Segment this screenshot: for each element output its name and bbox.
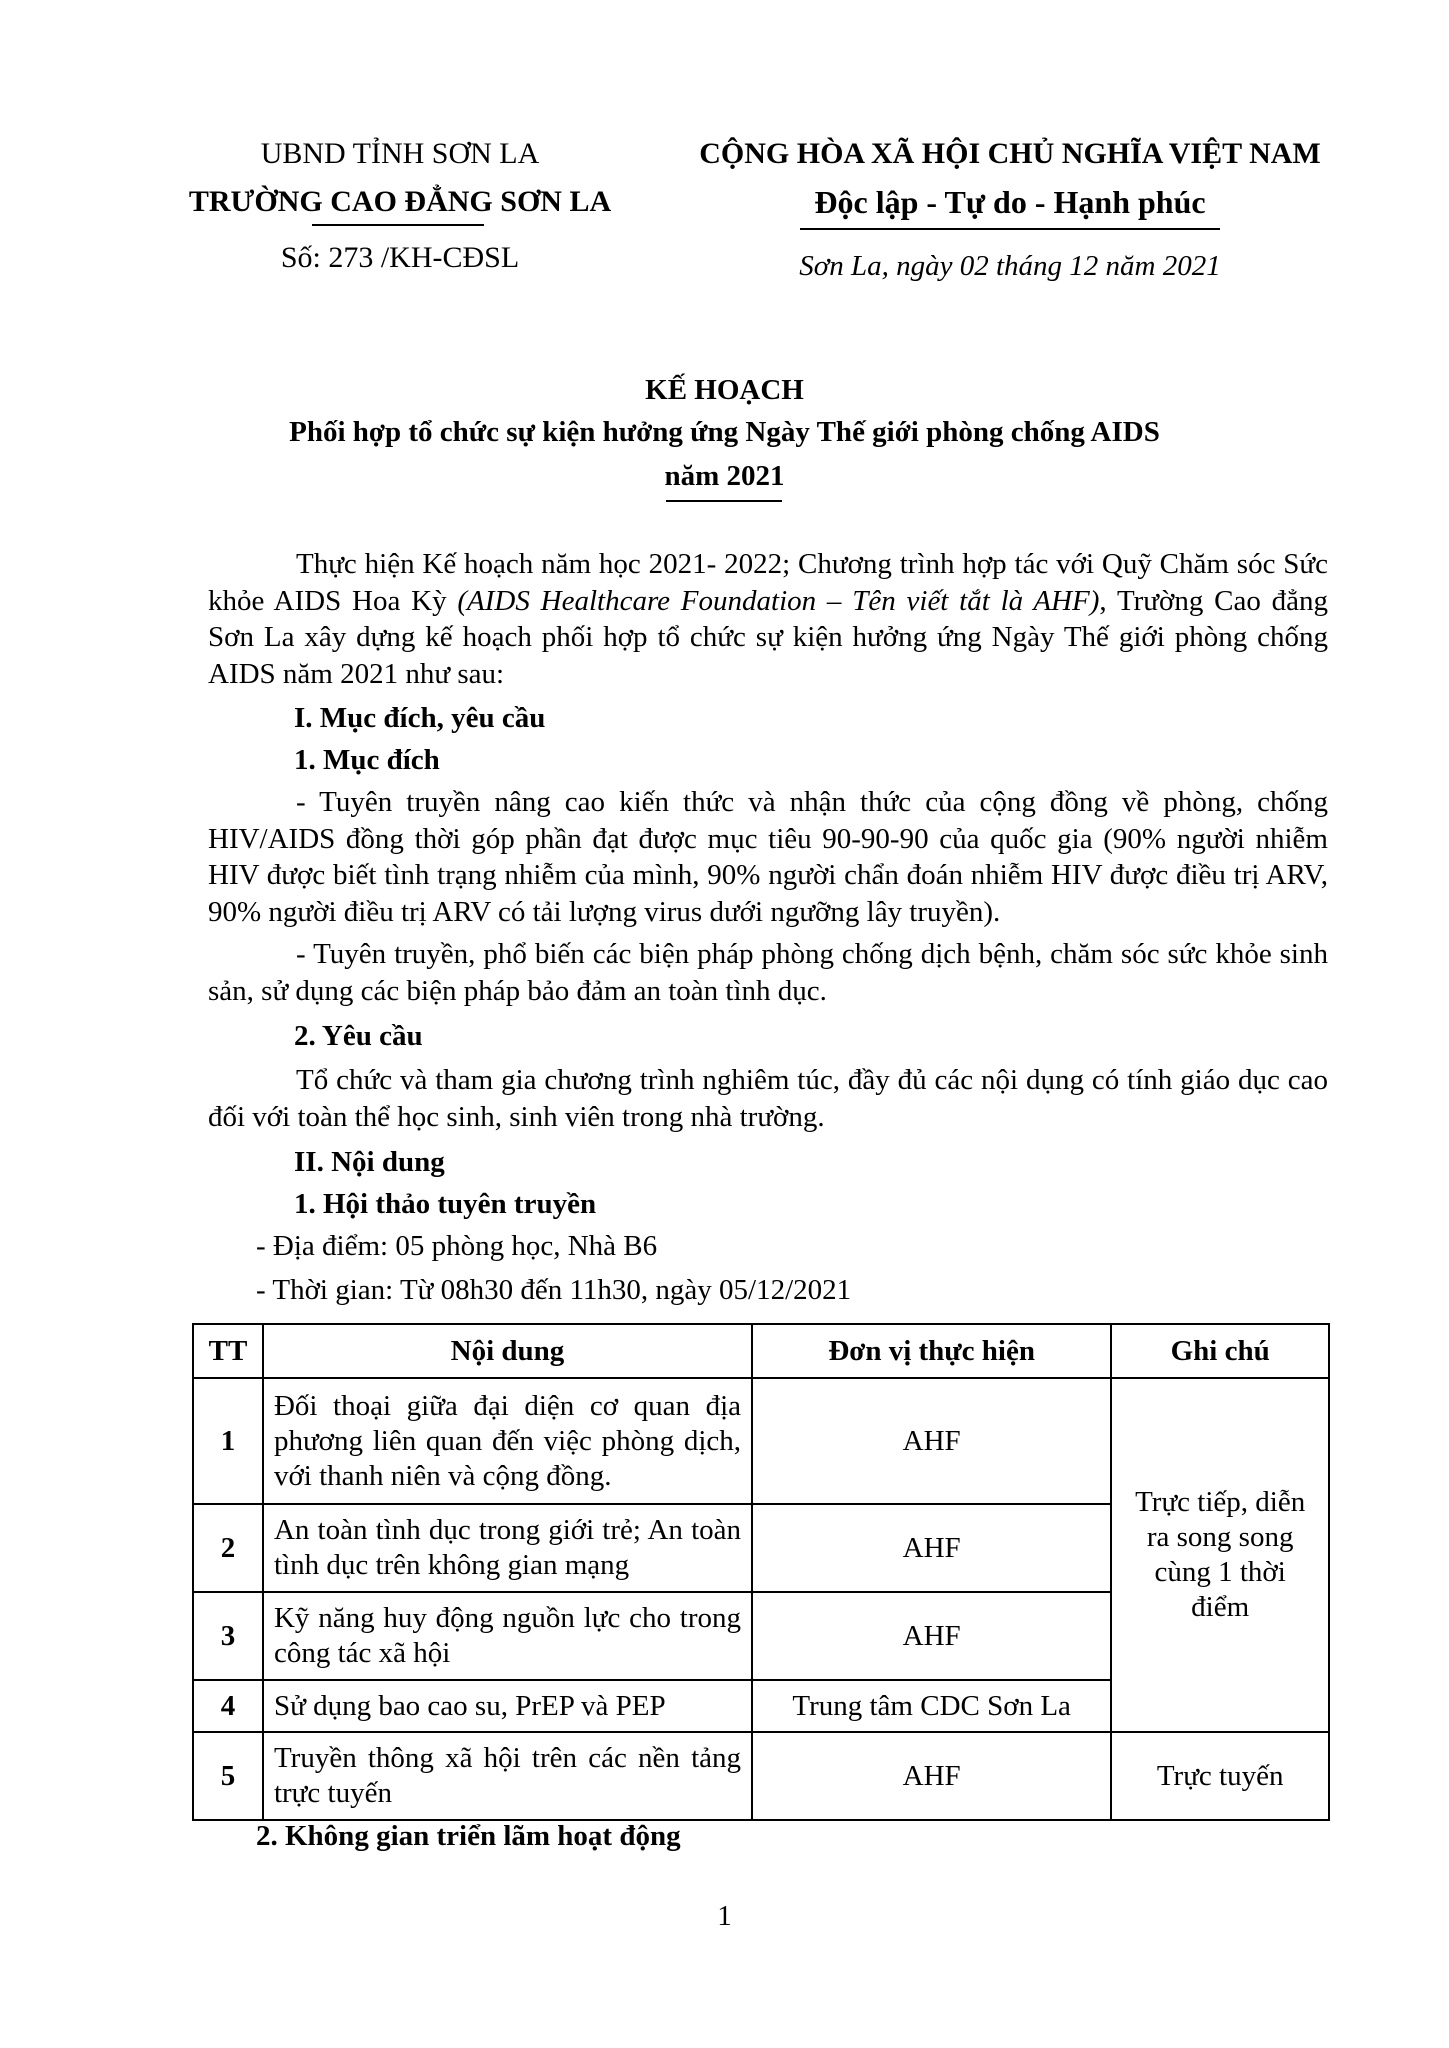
row-content: Kỹ năng huy động nguồn lực cho trong công tác xã hội bbox=[263, 1592, 752, 1680]
table-row bbox=[193, 1732, 1329, 1820]
merged-note: Trực tiếp, diễn ra song song cùng 1 thời điểm bbox=[1111, 1378, 1329, 1732]
intro-italic-ahf: (AIDS Healthcare Foundation – Tên viết tắt là AHF) bbox=[457, 584, 1100, 617]
table-row bbox=[193, 1378, 1329, 1504]
document-subtitle-line2: năm 2021 bbox=[664, 460, 785, 492]
header-unit: Đơn vị thực hiện bbox=[752, 1324, 1111, 1378]
purpose-paragraph-1: - Tuyên truyền nâng cao kiến thức và nhận thức của cộng đồng về phòng, chống HIV/AIDS đồng thời góp phần đạt được mục tiêu 90-90-90 của quốc gia (90% người nhiễm HIV được biết tình trạng nhiễm của mình, 90% người chẩn đoán nhiễm HIV được điều trị ARV, 90% người điều trị ARV có tải lượng virus dưới ngưỡng lây truyền). bbox=[208, 786, 1328, 928]
row-tt: 2 bbox=[193, 1504, 263, 1592]
document-subtitle-line1: Phối hợp tổ chức sự kiện hưởng ứng Ngày Thế giới phòng chống AIDS bbox=[289, 416, 1160, 448]
section1-sub2-heading: 2. Yêu cầu bbox=[294, 1020, 423, 1052]
intro-paragraph bbox=[208, 546, 1328, 692]
header-content: Nội dung bbox=[263, 1324, 752, 1378]
document-number: Số: 273 /KH-CĐSL bbox=[280, 241, 520, 274]
title-underline bbox=[666, 500, 782, 502]
row-unit: Trung tâm CDC Sơn La bbox=[752, 1680, 1111, 1732]
intro-text-1: Thực hiện Kế hoạch năm học 2021- 2022; Chương trình hợp tác với Quỹ Chăm sóc Sức khỏe AIDS Hoa Kỳ bbox=[208, 548, 1328, 617]
row-unit: AHF bbox=[752, 1592, 1111, 1680]
requirement-paragraph: Tổ chức và tham gia chương trình nghiêm túc, đầy đủ các nội dụng có tính giáo dục cao đối với toàn thể học sinh, sinh viên trong nhà trường. bbox=[208, 1064, 1328, 1133]
row-unit: AHF bbox=[752, 1378, 1111, 1504]
place-date: Sơn La, ngày 02 tháng 12 năm 2021 bbox=[799, 250, 1221, 282]
national-motto: Độc lập - Tự do - Hạnh phúc bbox=[814, 184, 1206, 220]
row-tt: 1 bbox=[193, 1378, 263, 1504]
row-content: Đối thoại giữa đại diện cơ quan địa phương liên quan đến việc phòng dịch, với thanh niên và cộng đồng. bbox=[263, 1378, 752, 1504]
row-unit: AHF bbox=[752, 1504, 1111, 1592]
event-time: - Thời gian: Từ 08h30 đến 11h30, ngày 05/12/2021 bbox=[256, 1274, 852, 1306]
issuing-authority: UBND TỈNH SƠN LA bbox=[260, 137, 540, 170]
header-tt: TT bbox=[193, 1324, 263, 1378]
motto-underline bbox=[800, 228, 1220, 230]
event-location: - Địa điểm: 05 phòng học, Nhà B6 bbox=[256, 1230, 658, 1262]
country-name: CỘNG HÒA XÃ HỘI CHỦ NGHĨA VIỆT NAM bbox=[699, 137, 1321, 170]
section2-sub1-heading: 1. Hội thảo tuyên truyền bbox=[294, 1188, 597, 1220]
document-title: KẾ HOẠCH bbox=[645, 374, 804, 406]
section1-heading: I. Mục đích, yêu cầu bbox=[294, 702, 546, 734]
table-header-row bbox=[193, 1324, 1329, 1378]
section1-sub1-heading: 1. Mục đích bbox=[294, 744, 440, 776]
row-content: Truyền thông xã hội trên các nền tảng trực tuyến bbox=[263, 1732, 752, 1820]
page-number: 1 bbox=[717, 1900, 732, 1932]
row-content: Sử dụng bao cao su, PrEP và PEP bbox=[263, 1680, 752, 1732]
section2-heading: II. Nội dung bbox=[294, 1146, 445, 1178]
header-note: Ghi chú bbox=[1111, 1324, 1329, 1378]
row-note: Trực tuyến bbox=[1111, 1732, 1329, 1820]
row-tt: 3 bbox=[193, 1592, 263, 1680]
purpose-paragraph-2: - Tuyên truyền, phổ biến các biện pháp phòng chống dịch bệnh, chăm sóc sức khỏe sinh sản, sử dụng các biện pháp bảo đảm an toàn tình dục. bbox=[208, 938, 1328, 1007]
row-unit: AHF bbox=[752, 1732, 1111, 1820]
row-content: An toàn tình dục trong giới trẻ; An toàn tình dục trên không gian mạng bbox=[263, 1504, 752, 1592]
row-tt: 5 bbox=[193, 1732, 263, 1820]
row-tt: 4 bbox=[193, 1680, 263, 1732]
program-table bbox=[192, 1323, 1330, 1821]
intro-text-2: , Trường Cao đẳng Sơn La xây dựng kế hoạch phối hợp tổ chức sự kiện hưởng ứng Ngày Thế giới phòng chống AIDS năm 2021 như sau: bbox=[208, 584, 1329, 690]
section2-sub2-heading: 2. Không gian triển lãm hoạt động bbox=[256, 1820, 681, 1852]
school-underline bbox=[312, 224, 484, 226]
school-name: TRƯỜNG CAO ĐẲNG SƠN LA bbox=[188, 185, 612, 218]
